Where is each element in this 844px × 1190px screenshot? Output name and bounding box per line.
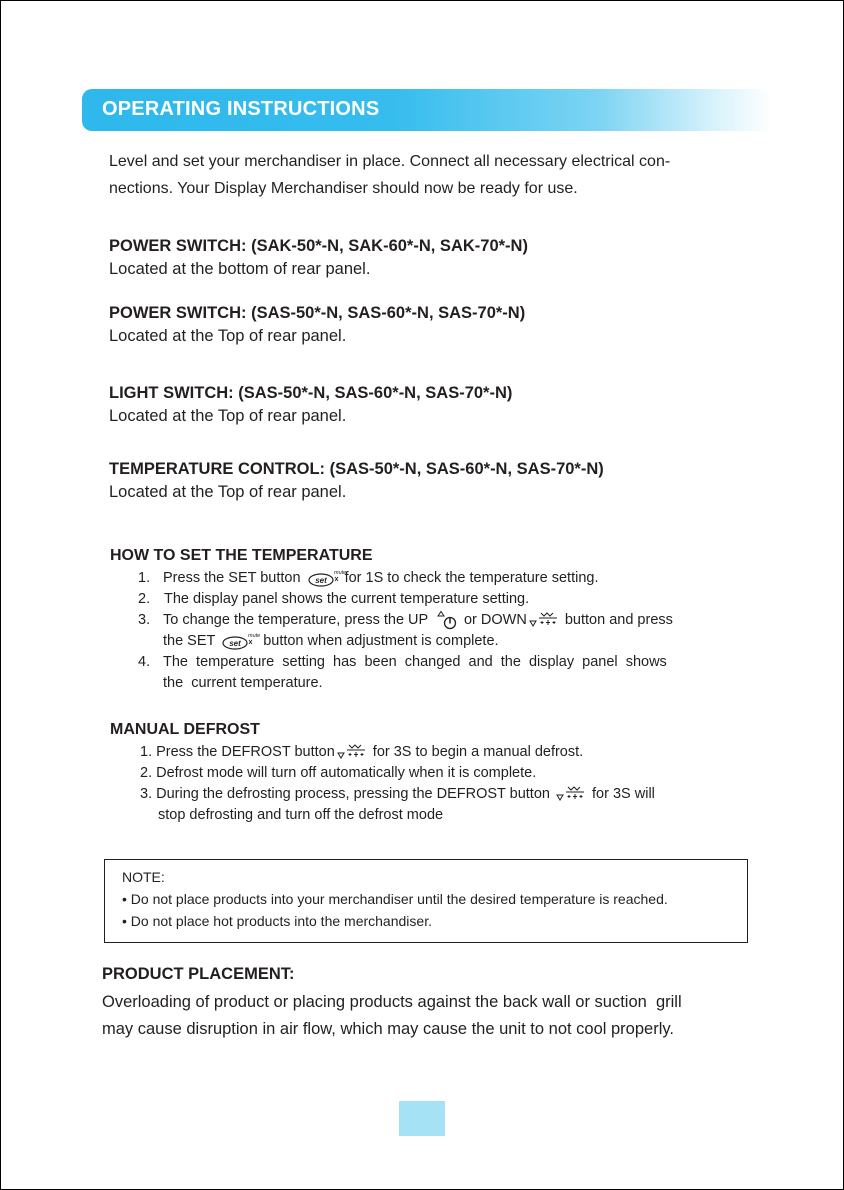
placement-line: Overloading of product or placing products against the back wall or suction grill bbox=[102, 993, 682, 1011]
switch-heading: POWER SWITCH: (SAS-50*-N, SAS-60*-N, SAS-70*-N) bbox=[109, 304, 526, 322]
switch-heading: POWER SWITCH: (SAK-50*-N, SAK-60*-N, SAK-70*-N) bbox=[109, 237, 528, 255]
switch-location: Located at the Top of rear panel. bbox=[109, 407, 347, 425]
switch-section bbox=[109, 458, 604, 504]
list-item bbox=[110, 652, 667, 694]
page-title: OPERATING INSTRUCTIONS bbox=[102, 98, 380, 120]
note-label: NOTE: bbox=[122, 869, 165, 885]
defrost-title: MANUAL DEFROST bbox=[110, 721, 260, 738]
list-item bbox=[110, 763, 537, 784]
switch-section bbox=[109, 235, 528, 281]
list-item bbox=[110, 784, 655, 826]
title-banner bbox=[82, 89, 772, 131]
step-text: button and press bbox=[564, 612, 673, 628]
list-item bbox=[110, 742, 584, 763]
step-text: the SET bbox=[163, 633, 216, 649]
set-mute-icon bbox=[221, 631, 261, 651]
list-text: stop defrosting and turn off the defrost mode bbox=[158, 807, 444, 823]
step-text: for 3S will bbox=[592, 786, 655, 802]
up-power-icon bbox=[434, 610, 458, 630]
down-defrost-icon bbox=[529, 610, 559, 630]
how-to-set-temperature bbox=[110, 545, 673, 694]
list-text: the current temperature. bbox=[163, 675, 323, 691]
defrost-icon bbox=[337, 742, 367, 762]
list-text bbox=[163, 610, 673, 631]
step-text: for 1S to check the temperature setting. bbox=[344, 570, 599, 586]
list-number: 1. bbox=[138, 570, 151, 586]
list-text bbox=[140, 784, 655, 805]
how-to-title: HOW TO SET THE TEMPERATURE bbox=[110, 547, 373, 564]
placement-text bbox=[102, 989, 762, 1043]
set-icon-label: set bbox=[314, 576, 327, 586]
step-text: 3. During the defrosting process, pressing the DEFROST button bbox=[140, 786, 550, 802]
step-text: or DOWN bbox=[463, 612, 527, 628]
switch-heading: TEMPERATURE CONTROL: (SAS-50*-N, SAS-60*-N, SAS-70*-N) bbox=[109, 460, 604, 478]
switch-section bbox=[109, 302, 525, 348]
placement-line: may cause disruption in air flow, which may cause the unit to not cool properly. bbox=[102, 1020, 674, 1038]
switch-section bbox=[109, 382, 512, 428]
note-box bbox=[104, 859, 748, 943]
list-number: 2. bbox=[138, 591, 151, 607]
step-text: 1. Press the DEFROST button bbox=[140, 744, 335, 760]
switch-location: Located at the Top of rear panel. bbox=[109, 483, 347, 501]
manual-defrost bbox=[110, 719, 655, 826]
list-text bbox=[163, 631, 499, 652]
list-item bbox=[110, 610, 673, 652]
switch-location: Located at the bottom of rear panel. bbox=[109, 260, 371, 278]
set-mute-icon bbox=[307, 568, 346, 588]
list-item bbox=[110, 589, 530, 610]
product-placement bbox=[102, 963, 762, 1043]
list-number: 3. bbox=[138, 612, 151, 628]
defrost-icon bbox=[556, 784, 586, 804]
intro-paragraph bbox=[109, 148, 749, 202]
list-text: The temperature setting has been changed and the display panel shows bbox=[163, 654, 667, 670]
step-text: Press the SET button bbox=[163, 570, 301, 586]
note-line: • Do not place hot products into the merchandiser. bbox=[122, 913, 432, 929]
mute-icon-label: mute bbox=[248, 633, 261, 640]
set-icon-label: set bbox=[229, 639, 241, 649]
placement-title: PRODUCT PLACEMENT: bbox=[102, 965, 295, 983]
switch-heading: LIGHT SWITCH: (SAS-50*-N, SAS-60*-N, SAS-70*-N) bbox=[109, 384, 513, 402]
step-text: for 3S to begin a manual defrost. bbox=[372, 744, 584, 760]
list-text bbox=[163, 568, 598, 589]
switch-location: Located at the Top of rear panel. bbox=[109, 327, 347, 345]
list-number: 4. bbox=[138, 654, 151, 670]
list-text: 2. Defrost mode will turn off automatically when it is complete. bbox=[140, 765, 537, 781]
page-tab bbox=[399, 1101, 445, 1136]
step-text: To change the temperature, press the UP bbox=[163, 612, 428, 628]
intro-line: nections. Your Display Merchandiser should now be ready for use. bbox=[109, 180, 578, 197]
note-line: • Do not place products into your merchandiser until the desired temperature is reached. bbox=[122, 891, 668, 907]
step-text: button when adjustment is complete. bbox=[263, 633, 499, 649]
list-text bbox=[140, 742, 583, 763]
mute-icon-label: mute bbox=[333, 570, 346, 577]
list-item bbox=[110, 568, 599, 589]
list-text: The display panel shows the current temperature setting. bbox=[164, 591, 530, 607]
intro-line: Level and set your merchandiser in place. Connect all necessary electrical con- bbox=[109, 153, 671, 170]
